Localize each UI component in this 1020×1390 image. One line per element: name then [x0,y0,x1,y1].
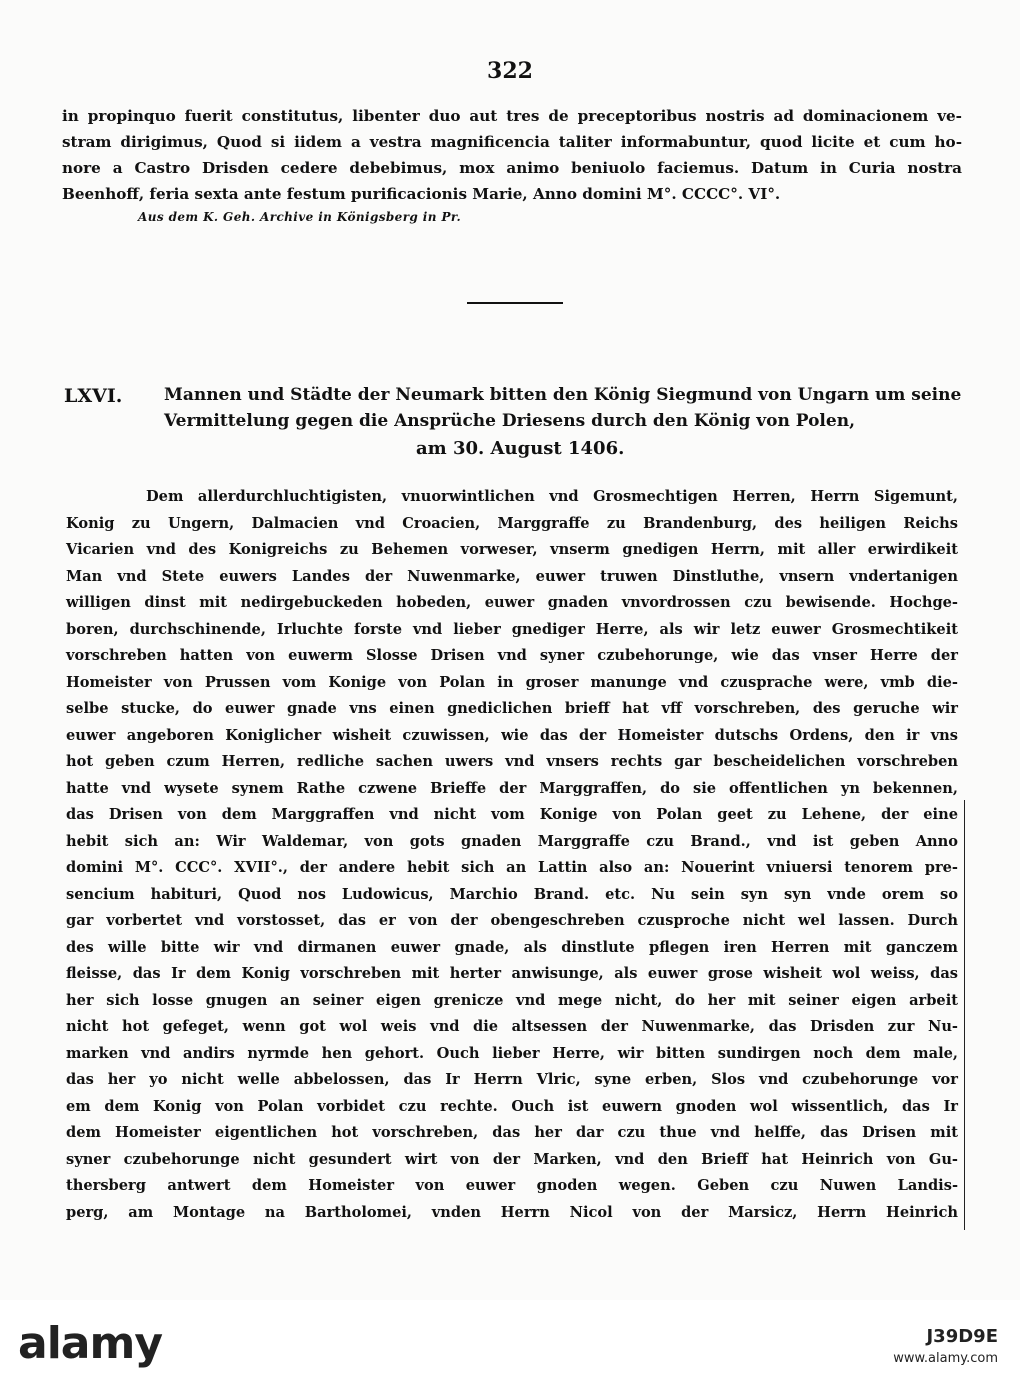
text-line: stram dirigimus, Quod si iidem a vestra magnificencia taliter informabuntur, quod licite et cum ho- [62,133,962,151]
text-line: Vicarien vnd des Konigreichs zu Behemen vorweser, vnserm gnedigen Herrn, mit aller erwirdikeit [66,541,958,558]
document-date: am 30. August 1406. [416,438,625,459]
document-title-line: Vermittelung gegen die Ansprüche Driesens durch den König von Polen, [164,411,855,431]
text-line: em dem Konig von Polan vorbidet czu rechte. Ouch ist euwern gnoden wol wissentlich, das Ir [66,1097,958,1115]
text-line: nore a Castro Drisden cedere debebimus, mox animo beniuolo faciemus. Datum in Curia nostra [62,159,962,177]
image-id: J39D9E [926,1326,998,1347]
document-body [66,484,958,1226]
text-line: nicht hot gefeget, wenn got wol weis vnd die altsessen der Nuwenmarke, das Drisden zur Nu- [66,1018,958,1035]
alamy-logo: alamy [18,1318,162,1369]
text-line: willigen dinst mit nedirgebuckeden hobeden, euwer gnaden vnvordrossen czu bewisende. Hochge- [66,594,958,611]
page-number: 322 [487,58,533,84]
text-line: sencium habituri, Quod nos Ludowicus, Marchio Brand. etc. Nu sein syn syn vnde orem so [66,885,958,903]
previous-document-ending [62,103,962,207]
text-line: hot geben czum Herren, redliche sachen uwers vnd vnsers rechts gar bescheidelichen vorschreben [66,753,958,770]
text-line: boren, durchschinende, Irluchte forste vnd lieber gnediger Herre, als wir letz euwer Grosmechtikeit [66,620,958,638]
text-line: Dem allerdurchluchtigisten, vnuorwintlichen vnd Grosmechtigen Herren, Herrn Sigemunt, [146,488,958,505]
text-line: gar vorbertet vnd vorstosset, das er von der obengeschreben czusproche nicht wel lassen. Durch [66,912,958,929]
text-line: das Drisen von dem Marggraffen vnd nicht vom Konige von Polan geet zu Lehene, der eine [66,806,958,823]
stock-watermark-bar [0,1300,1020,1390]
text-line: thersberg antwert dem Homeister von euwer gnoden wegen. Geben czu Nuwen Landis- [66,1177,958,1194]
text-line: euwer angeboren Koniglicher wisheit czuwissen, wie das der Homeister dutschs Ordens, den ir vns [66,726,958,744]
text-line: des wille bitte wir vnd dirmanen euwer gnade, als dinstlute pflegen iren Herren mit ganczem [66,938,958,956]
text-line: Homeister von Prussen vom Konige von Polan in groser manunge vnd czusprache were, vmb die- [66,673,958,691]
archive-source-note: Aus dem K. Geh. Archive in Königsberg in Pr. [138,210,462,224]
text-line: vorschreben hatten von euwerm Slosse Drisen vnd syner czubehorunge, wie das vnser Herre der [66,647,958,664]
margin-rule [964,800,965,1230]
text-line: Beenhoff, feria sexta ante festum purificacionis Marie, Anno domini M°. CCCC°. VI°. [62,185,781,203]
text-line: dem Homeister eigentlichen hot vorschreben, das her dar czu thue vnd helffe, das Drisen mit [66,1124,958,1141]
document-number: LXVI. [64,385,123,407]
image-meta [893,1326,998,1366]
text-line: domini M°. CCC°. XVII°., der andere hebit sich an Lattin also an: Nouerint vniuersi tenorem pre- [66,859,958,876]
text-line: hatte vnd wysete synem Rathe czwene Brieffe der Marggraffen, do sie offentlichen yn bekennen, [66,779,958,797]
text-line: perg, am Montage na Bartholomei, vnden Herrn Nicol von der Marsicz, Herrn Heinrich [66,1203,958,1221]
text-line: das her yo nicht welle abbelossen, das Ir Herrn Vlric, syne erben, Slos vnd czubehorunge vor [66,1071,958,1088]
text-line: Konig zu Ungern, Dalmacien vnd Croacien, Marggraffe zu Brandenburg, des heiligen Reichs [66,514,958,532]
document-title-line: Mannen und Städte der Neumark bitten den König Siegmund von Ungarn um seine [164,385,962,405]
text-line: fleisse, das Ir dem Konig vorschreben mit herter anwisunge, als euwer grose wisheit wol weiss, das [66,965,958,982]
text-line: syner czubehorunge nicht gesundert wirt von der Marken, vnd den Brieff hat Heinrich von Gu- [66,1150,958,1168]
text-line: selbe stucke, do euwer gnade vns einen gnediclichen brieff hat vff vorschreben, des geruche wir [66,700,958,717]
site-url[interactable]: www.alamy.com [893,1351,998,1366]
text-line: marken vnd andirs nyrmde hen gehort. Ouch lieber Herre, wir bitten sundirgen noch dem male, [66,1044,958,1062]
text-line: hebit sich an: Wir Waldemar, von gots gnaden Marggraffe czu Brand., vnd ist geben Anno [66,832,958,850]
text-line: in propinquo fuerit constitutus, libenter duo aut tres de preceptoribus nostris ad dominacionem ve- [62,107,962,125]
section-divider [467,302,563,304]
text-line: Man vnd Stete euwers Landes der Nuwenmarke, euwer truwen Dinstluthe, vnsern vndertanigen [66,567,958,585]
text-line: her sich losse gnugen an seiner eigen grenicze vnd mege nicht, do her mit seiner eigen arbeit [66,991,958,1009]
